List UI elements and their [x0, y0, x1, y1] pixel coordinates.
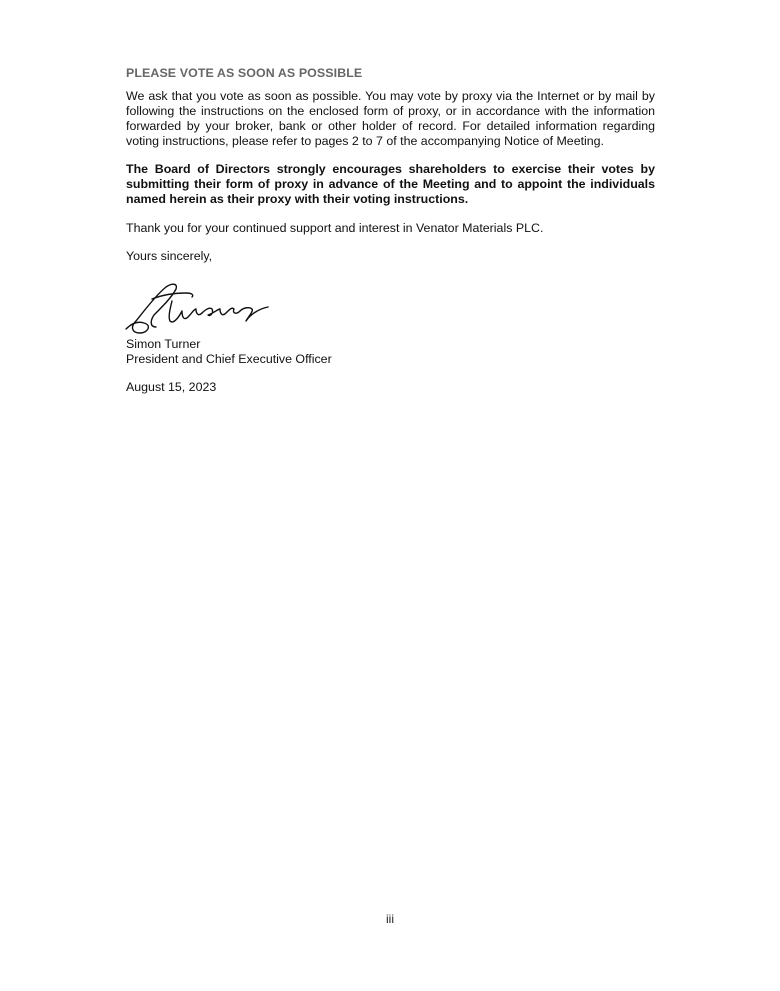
closing-salutation: Yours sincerely, [126, 249, 213, 263]
signatory-title: President and Chief Executive Officer [126, 352, 332, 366]
page-number: iii [386, 912, 394, 926]
signatory-name: Simon Turner [126, 337, 201, 351]
signature-icon [122, 277, 272, 337]
letter-body [126, 66, 655, 395]
signatory-block [126, 337, 655, 367]
letter-date: August 15, 2023 [126, 380, 217, 394]
thank-you-paragraph: Thank you for your continued support and interest in Venator Materials PLC. [126, 221, 544, 235]
voting-instructions-paragraph: We ask that you vote as soon as possible. You may vote by proxy via the Internet or by mail by following the instructions on the enclosed form of proxy, or in accordance with the information forwarded by your broker, bank or other holder of record. For detailed information regarding voting instructions, please refer to pages 2 to 7 of the accompanying Notice of Meeting. [126, 89, 655, 148]
board-recommendation-paragraph: The Board of Directors strongly encourages shareholders to exercise their votes by submitting their form of proxy in advance of the Meeting and to appoint the individuals named herein as their proxy with their voting instructions. [126, 162, 655, 206]
section-heading: PLEASE VOTE AS SOON AS POSSIBLE [126, 66, 363, 80]
